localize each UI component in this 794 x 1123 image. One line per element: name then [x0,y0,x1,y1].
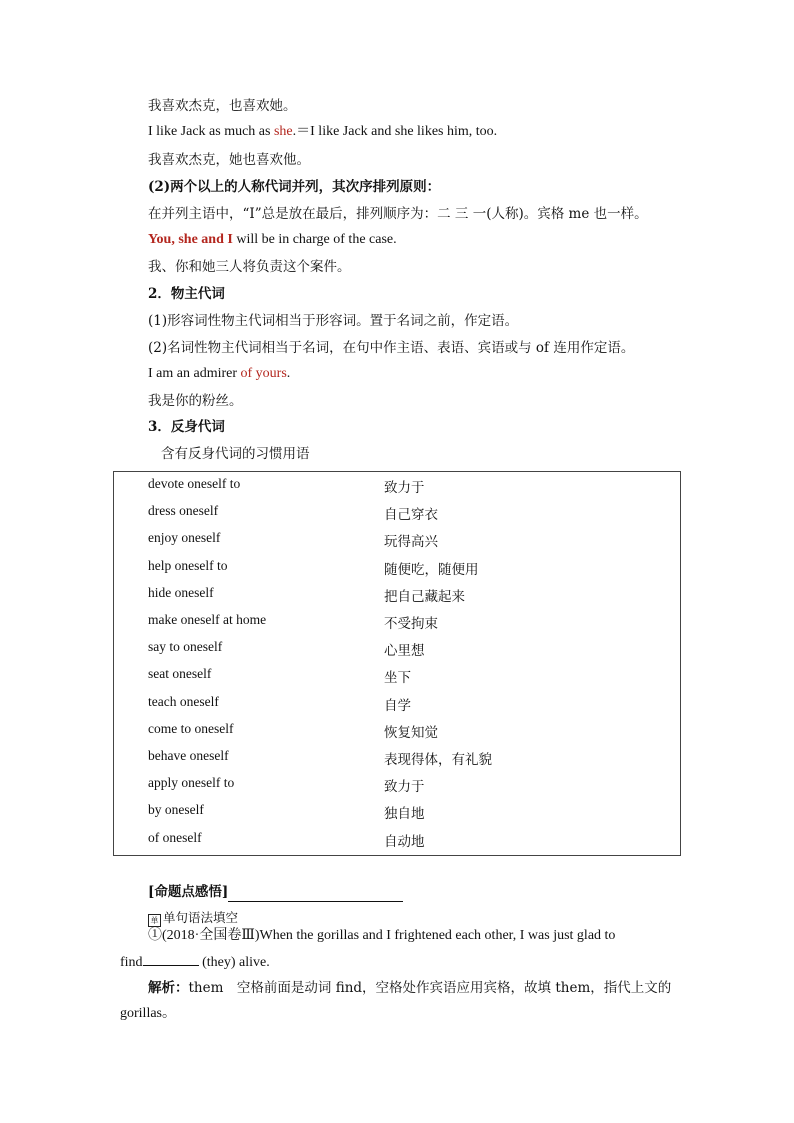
table-row [114,828,680,852]
phrase-chinese: 恢复知觉 [384,724,438,741]
phrase-english: enjoy oneself [148,530,221,546]
phrase-chinese: 致力于 [384,779,425,796]
example-translation-4: 我是你的粉丝。 [148,393,243,409]
example-sentence-4 [148,364,290,384]
phrase-english: seat oneself [148,666,212,682]
example-translation-3: 我、你和她三人将负责这个案件。 [148,259,351,275]
example-sentence-3 [148,230,397,250]
phrase-english: say to oneself [148,639,223,655]
example-translation-2: 我喜欢杰克，她也喜欢他。 [148,152,310,168]
question-1: ①(2018·全国卷Ⅲ)When the gorillas and I frightened each other, I was just glad to [148,928,616,943]
phrase-english: of oneself [148,829,202,845]
phrase-chinese: 不受拘束 [384,616,438,632]
analysis-text: them 空格前面是动词 find，空格处作宾语应用宾格，故填 them，指代上文的 [188,980,672,996]
phrase-chinese: 自动地 [384,833,425,850]
table-row [114,474,680,498]
heading-rule [228,887,403,902]
possessive-rule-1: (1)形容词性物主代词相当于形容词。置于名词之前，作定语。 [148,313,519,329]
exercise-heading [148,882,403,902]
phrase-english: come to oneself [148,720,234,736]
phrase-chinese: 表现得体，有礼貌 [384,752,492,768]
phrase-chinese: 独自地 [384,806,425,823]
table-row [114,610,680,634]
analysis-label: 解析： [148,980,189,996]
answer-blank[interactable] [143,952,199,966]
phrase-chinese: 玩得高兴 [384,534,438,551]
table-row [114,800,680,824]
phrase-english: help oneself to [148,557,228,573]
phrase-english: apply oneself to [148,775,235,791]
answer-analysis-cont: gorillas。 [120,1006,176,1021]
table-row [114,746,680,770]
sentence-text: .＝I like Jack and she likes him, too. [292,124,498,139]
rule-text: 在并列主语中，“I”总是放在最后，排列顺序为：二 三 一(人称)。宾格 me 也一样。 [148,206,648,222]
example-sentence-2 [148,122,497,142]
table-row [114,501,680,525]
highlighted-word: she [273,124,293,139]
sentence-text: I am an admirer [148,366,241,381]
phrase-chinese: 心里想 [384,643,425,660]
rule-heading-2: (2)两个以上的人称代词并列，其次序排列原则： [148,179,441,195]
section-heading-reflexive: 3．反身代词 [148,419,225,435]
example-translation-1: 我喜欢杰克，也喜欢她。 [148,98,297,114]
table-row [114,637,680,661]
table-row [114,664,680,688]
phrase-english: hide oneself [148,584,214,600]
phrase-chinese: 把自己藏起来 [384,588,465,605]
phrase-english: dress oneself [148,503,219,519]
phrase-chinese: 随便吃，随便用 [384,561,479,578]
phrase-chinese: 致力于 [384,480,425,496]
reflexive-phrases-table [113,471,681,856]
question-text: find [120,955,143,970]
highlighted-phrase: of yours [240,366,287,381]
phrase-chinese: 坐下 [384,670,411,687]
table-row [114,773,680,797]
sentence-text: will be in charge of the case. [232,232,397,247]
exercise-heading-text: [命题点感悟] [148,884,229,900]
subheading-text: 单句语法填空 [163,910,239,925]
single-sentence-icon: 单 [148,914,161,927]
sentence-text: I like Jack as much as [148,124,274,139]
phrase-english: teach oneself [148,693,219,709]
phrase-english: by oneself [148,802,204,818]
answer-analysis [148,978,671,998]
table-row [114,528,680,552]
section-heading-possessive: 2．物主代词 [148,286,225,302]
table-row [114,583,680,607]
table-row [114,692,680,716]
table-caption: 含有反身代词的习惯用语 [161,446,310,462]
highlighted-phrase: You, she and I [148,232,233,247]
question-1-cont [120,952,270,973]
possessive-rule-2: (2)名词性物主代词相当于名词，在句中作主语、表语、宾语或与 of 连用作定语。 [148,340,635,356]
phrase-english: make oneself at home [148,612,267,627]
exercise-subheading [148,908,238,928]
phrase-chinese: 自己穿衣 [384,507,438,524]
table-row [114,719,680,743]
question-text: (they) alive. [198,955,270,970]
sentence-text: . [286,366,291,381]
table-row [114,556,680,580]
phrase-english: devote oneself to [148,476,241,491]
phrase-chinese: 自学 [384,697,411,714]
phrase-english: behave oneself [148,748,229,763]
